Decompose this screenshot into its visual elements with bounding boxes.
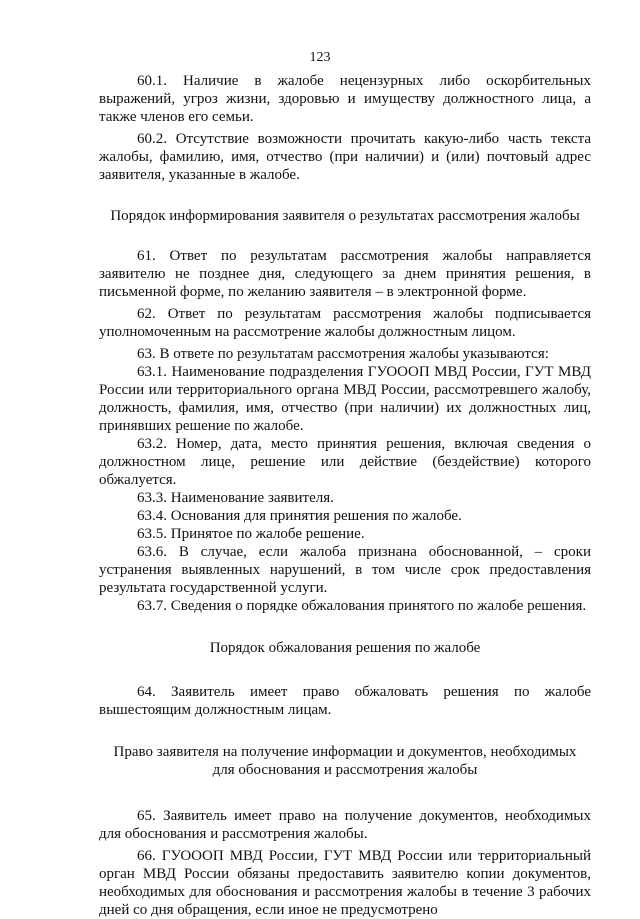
- paragraph-63-2: 63.2. Номер, дата, место принятия решения, включая сведения о должностном лице, решение или действие (бездействие) которого обжалуется.: [99, 436, 591, 488]
- paragraph-66: 66. ГУОООП МВД России, ГУТ МВД России или территориальный орган МВД России обязаны предоставить заявителю копии документов, необходимых для обоснования и рассмотрения жалобы в течение 3 рабочих дней со дня обращения, если иное не предусмотрено: [99, 848, 591, 918]
- paragraph-64: 64. Заявитель имеет право обжаловать решения по жалобе вышестоящим должностным лицам.: [99, 684, 591, 718]
- page-number: 123: [309, 50, 331, 65]
- section-heading-appeal: Порядок обжалования решения по жалобе: [209, 640, 481, 656]
- paragraph-65: 65. Заявитель имеет право на получение документов, необходимых для обоснования и рассмотрения жалобы.: [99, 808, 591, 842]
- paragraph-62: 62. Ответ по результатам рассмотрения жалобы подписывается уполномоченным на рассмотрение жалобы должностным лицом.: [99, 306, 591, 340]
- heading-line-1: Право заявителя на получение информации и документов, необходимых: [113, 744, 577, 760]
- paragraph-63-5: 63.5. Принятое по жалобе решение.: [137, 526, 365, 542]
- paragraph-60-1: 60.1. Наличие в жалобе нецензурных либо оскорбительных выражений, угроз жизни, здоровью и имуществу должностного лица, а также членов его семьи.: [99, 73, 591, 125]
- paragraph-61: 61. Ответ по результатам рассмотрения жалобы направляется заявителю не позднее дня, следующего за днем принятия решения, в письменной форме, по желанию заявителя – в электронной форме.: [99, 248, 591, 300]
- section-heading-informing: Порядок информирования заявителя о результатах рассмотрения жалобы: [110, 208, 580, 224]
- paragraph-63-3: 63.3. Наименование заявителя.: [137, 490, 334, 506]
- paragraph-63-6: 63.6. В случае, если жалоба признана обоснованной, – сроки устранения выявленных нарушений, в том числе срок предоставления результата государственной услуги.: [99, 544, 591, 596]
- paragraph-63-1: 63.1. Наименование подразделения ГУОООП МВД России, ГУТ МВД России или территориального органа МВД России, рассмотревшего жалобу, должность, фамилия, имя, отчество (при наличии) их должностных лиц, принявших решение по жалобе.: [99, 364, 591, 434]
- paragraph-63-4: 63.4. Основания для принятия решения по жалобе.: [137, 508, 462, 524]
- heading-line-2: для обоснования и рассмотрения жалобы: [212, 762, 478, 778]
- paragraph-60-2: 60.2. Отсутствие возможности прочитать какую-либо часть текста жалобы, фамилию, имя, отчество (при наличии) и (или) почтовый адрес заявителя, указанные в жалобе.: [99, 131, 591, 183]
- paragraph-63-7: 63.7. Сведения о порядке обжалования принятого по жалобе решения.: [137, 598, 587, 614]
- document-body: [99, 72, 591, 919]
- paragraph-63: 63. В ответе по результатам рассмотрения жалобы указываются:: [137, 346, 549, 362]
- section-heading-right-to-information: [99, 743, 591, 779]
